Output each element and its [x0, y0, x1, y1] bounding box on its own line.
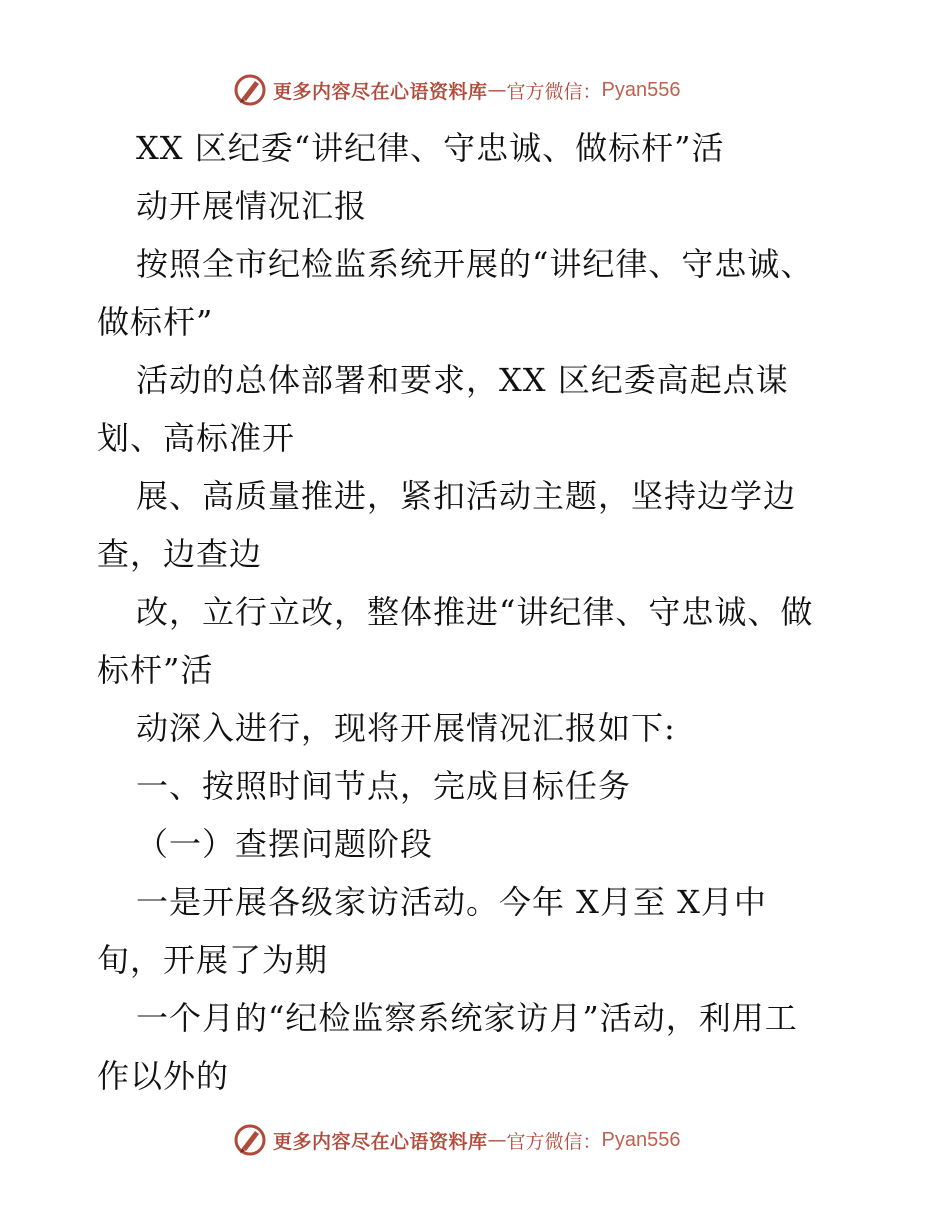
paragraph-line: 改，立行立改，整体推进“讲纪律、守忠诚、做 — [136, 593, 814, 631]
watermark-wechat-id: Pyan556 — [601, 78, 681, 101]
paragraph-line: 划、高标准开 — [97, 419, 296, 457]
header-watermark — [233, 72, 681, 108]
paragraph-line: 动深入进行，现将开展情况汇报如下: — [136, 709, 676, 747]
paragraph-line: 按照全市纪检监系统开展的“讲纪律、守忠诚、 — [136, 245, 814, 283]
paragraph-line: 一个月的“纪检监察系统家访月”活动，利用工 — [136, 999, 798, 1037]
pen-logo-icon — [233, 1123, 267, 1157]
paragraph-line: 展、高质量推进，紧扣活动主题，坚持边学边 — [136, 477, 797, 515]
watermark-text: 更多内容尽在心语资料库 — [273, 1130, 488, 1153]
pen-logo-icon — [233, 73, 267, 107]
section-heading: 一、按照时间节点，完成目标任务 — [136, 767, 632, 805]
watermark-dash: — — [487, 79, 507, 101]
footer-watermark — [233, 1122, 681, 1158]
paragraph-line: 标杆”活 — [97, 651, 214, 689]
watermark-label: 官方微信： — [506, 1130, 602, 1153]
title-line-1: XX 区纪委“讲纪律、守忠诚、做标杆”活 — [136, 129, 725, 167]
title-line-2: 动开展情况汇报 — [136, 187, 368, 225]
paragraph-line: 做标杆” — [97, 303, 214, 341]
paragraph-line: 作以外的 — [97, 1057, 230, 1095]
paragraph-line: 旬，开展了为期 — [97, 941, 329, 979]
paragraph-line: 一是开展各级家访活动。今年 X月至 X月中 — [136, 883, 767, 921]
watermark-dash: — — [487, 1129, 507, 1151]
subsection-heading: （一）查摆问题阶段 — [136, 825, 434, 863]
watermark-wechat-id: Pyan556 — [601, 1128, 681, 1151]
watermark-label: 官方微信： — [506, 80, 602, 103]
paragraph-line: 查，边查边 — [97, 535, 263, 573]
paragraph-line: 活动的总体部署和要求，XX 区纪委高起点谋 — [136, 361, 789, 399]
watermark-text: 更多内容尽在心语资料库 — [273, 80, 488, 103]
